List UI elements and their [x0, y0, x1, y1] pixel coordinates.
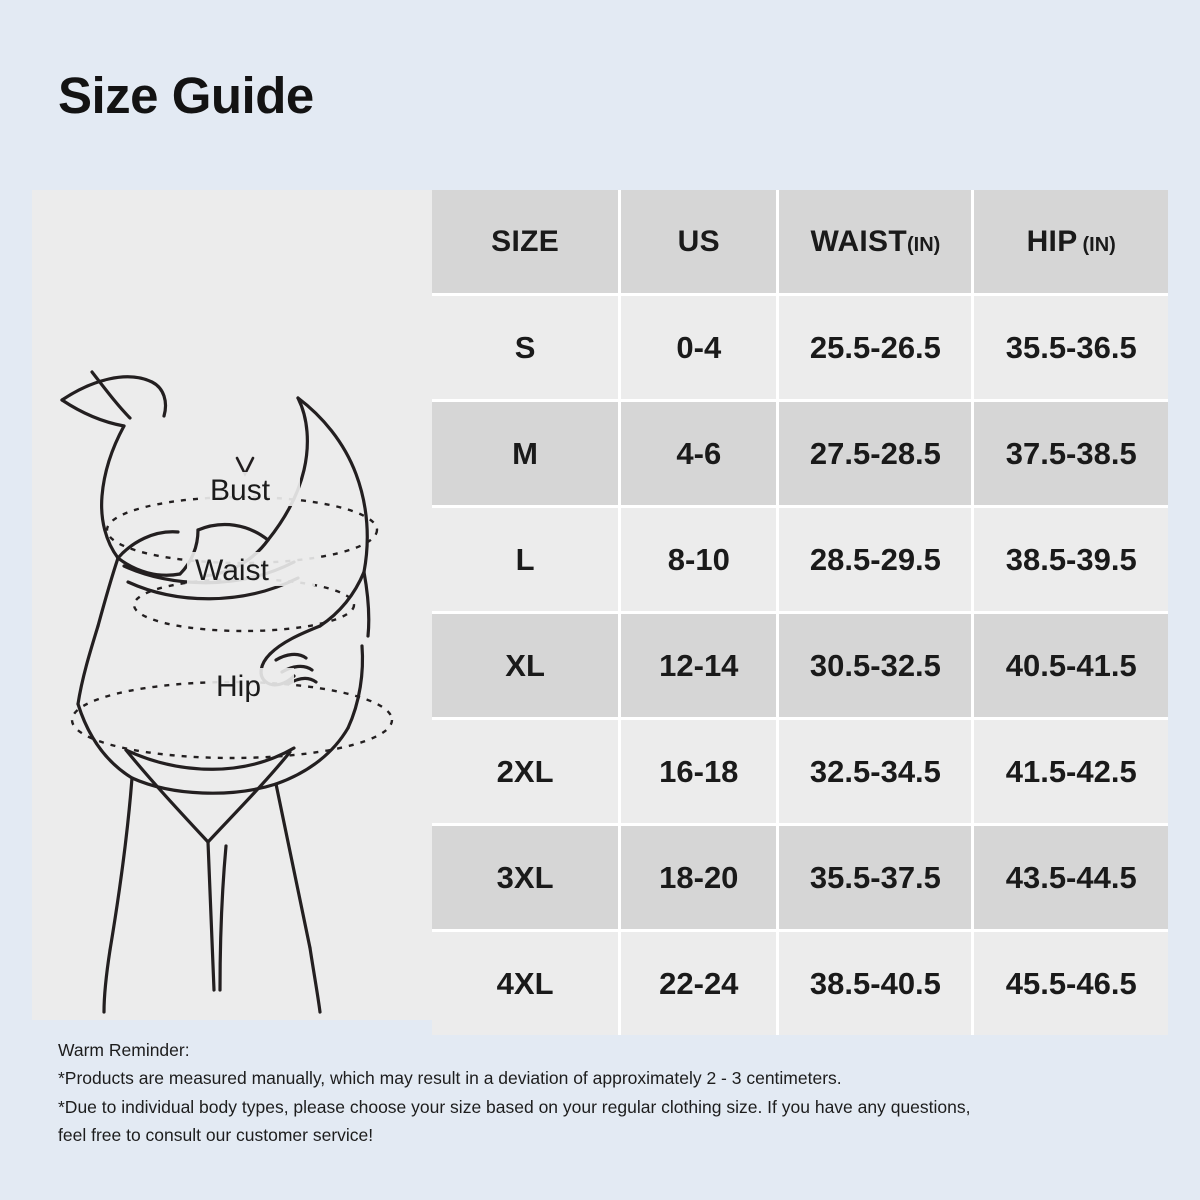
female-body-illustration-icon	[32, 190, 432, 1020]
cell-size: 4XL	[432, 931, 620, 1036]
cell-hip: 43.5-44.5	[973, 825, 1168, 931]
cell-waist: 38.5-40.5	[778, 931, 973, 1036]
hip-label: Hip	[216, 670, 262, 703]
cell-size: XL	[432, 613, 620, 719]
cell-waist: 35.5-37.5	[778, 825, 973, 931]
cell-us: 12-14	[620, 613, 778, 719]
bust-label: Bust	[210, 474, 271, 507]
table-row	[432, 401, 1168, 507]
table-row	[432, 295, 1168, 401]
cell-size: M	[432, 401, 620, 507]
column-header-waist	[778, 190, 973, 295]
table-row	[432, 825, 1168, 931]
cell-us: 8-10	[620, 507, 778, 613]
table-row	[432, 507, 1168, 613]
page-title: Size Guide	[58, 67, 314, 124]
column-header-size	[432, 190, 620, 295]
body-measurement-figure	[32, 190, 432, 1020]
table-header-row	[432, 190, 1168, 295]
note-heading: Warm Reminder:	[58, 1040, 190, 1060]
warm-reminder-note	[58, 1036, 1128, 1149]
column-header-hip	[973, 190, 1168, 295]
column-header-us-label: US	[677, 224, 720, 258]
waist-label: Waist	[195, 554, 269, 587]
cell-us: 22-24	[620, 931, 778, 1036]
cell-hip: 40.5-41.5	[973, 613, 1168, 719]
column-header-waist-unit: (IN)	[907, 233, 941, 256]
cell-waist: 27.5-28.5	[778, 401, 973, 507]
column-header-us	[620, 190, 778, 295]
cell-hip: 38.5-39.5	[973, 507, 1168, 613]
cell-waist: 30.5-32.5	[778, 613, 973, 719]
size-table-wrap	[432, 190, 1168, 1020]
table-row	[432, 931, 1168, 1036]
cell-size: L	[432, 507, 620, 613]
cell-us: 18-20	[620, 825, 778, 931]
size-guide-content	[32, 190, 1168, 1020]
cell-waist: 28.5-29.5	[778, 507, 973, 613]
table-row	[432, 719, 1168, 825]
cell-size: 3XL	[432, 825, 620, 931]
column-header-hip-label: HIP	[1026, 224, 1078, 258]
cell-waist: 32.5-34.5	[778, 719, 973, 825]
size-table	[432, 190, 1168, 1035]
column-header-waist-label: WAIST	[810, 224, 907, 258]
cell-us: 16-18	[620, 719, 778, 825]
cell-hip: 37.5-38.5	[973, 401, 1168, 507]
cell-hip: 45.5-46.5	[973, 931, 1168, 1036]
column-header-size-label: SIZE	[491, 224, 560, 258]
cell-hip: 41.5-42.5	[973, 719, 1168, 825]
note-line-1: *Products are measured manually, which may result in a deviation of approximately 2 - 3 centimeters.	[58, 1068, 842, 1089]
cell-us: 4-6	[620, 401, 778, 507]
table-row	[432, 613, 1168, 719]
cell-hip: 35.5-36.5	[973, 295, 1168, 401]
cell-size: 2XL	[432, 719, 620, 825]
cell-size: S	[432, 295, 620, 401]
cell-waist: 25.5-26.5	[778, 295, 973, 401]
cell-us: 0-4	[620, 295, 778, 401]
note-line-3: feel free to consult our customer service!	[58, 1125, 374, 1146]
note-line-2: *Due to individual body types, please choose your size based on your regular clothing size. If you have any questions,	[58, 1096, 971, 1117]
column-header-hip-unit: (IN)	[1082, 233, 1116, 256]
